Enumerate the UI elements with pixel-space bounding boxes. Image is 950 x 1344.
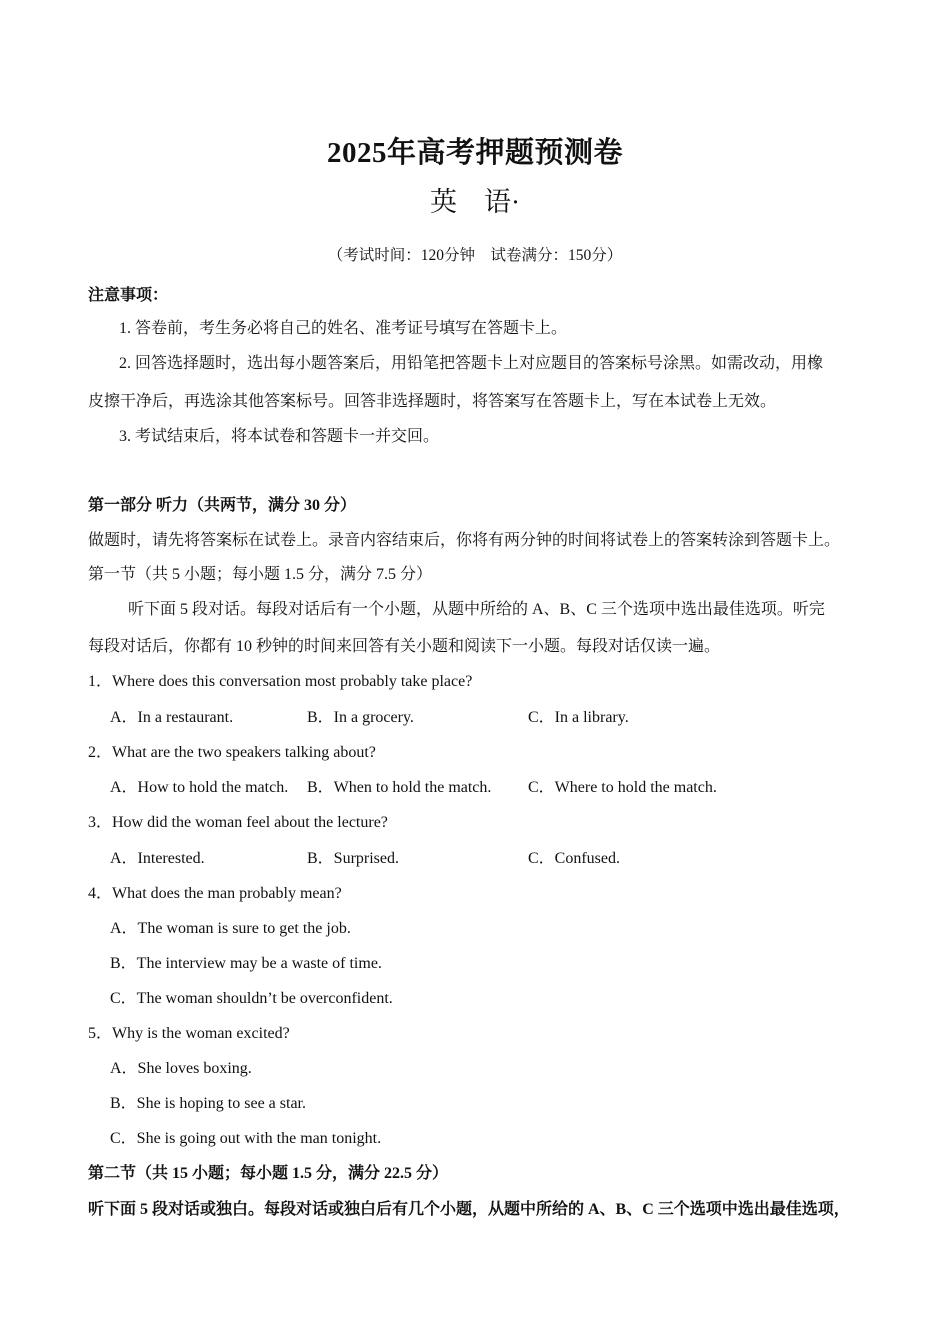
question-stem: 1．Where does this conversation most probably take place? xyxy=(88,673,473,690)
option-b: B．In a grocery. xyxy=(307,709,414,726)
option-c: C．Confused. xyxy=(528,850,621,867)
option-b: B．The interview may be a waste of time. xyxy=(110,955,382,972)
section1-instruction-line1: 听下面 5 段对话。每段对话后有一个小题，从题中所给的 A、B、C 三个选项中选出最佳选项。听完 xyxy=(128,601,825,618)
section1-heading: 第一节（共 5 小题；每小题 1.5 分，满分 7.5 分） xyxy=(88,566,433,583)
question-stem: 2．What are the two speakers talking about? xyxy=(88,744,376,761)
exam-title: 2025年高考押题预测卷 xyxy=(326,137,623,169)
question-stem: 3．How did the woman feel about the lecture? xyxy=(88,814,388,831)
option-c: C．She is going out with the man tonight. xyxy=(110,1130,382,1147)
option-a: A．In a restaurant. xyxy=(110,709,234,726)
notice-item-2-line1: 2. 回答选择题时，选出每小题答案后，用铅笔把答题卡上对应题目的答案标号涂黑。如需改动，用橡 xyxy=(119,355,824,372)
notice-item-3: 3. 考试结束后，将本试卷和答题卡一并交回。 xyxy=(119,428,440,445)
notice-item-1: 1. 答卷前，考生务必将自己的姓名、准考证号填写在答题卡上。 xyxy=(119,320,568,337)
subject-title: 英 语· xyxy=(430,187,520,217)
option-b: B．Surprised. xyxy=(307,850,400,867)
question-stem: 4．What does the man probably mean? xyxy=(88,885,342,902)
option-a: A．The woman is sure to get the job. xyxy=(110,920,351,937)
part1-heading: 第一部分 听力（共两节，满分 30 分） xyxy=(88,497,357,514)
section2-heading: 第二节（共 15 小题；每小题 1.5 分，满分 22.5 分） xyxy=(88,1165,449,1182)
section2-instruction: 听下面 5 段对话或独白。每段对话或独白后有几个小题，从题中所给的 A、B、C 三个选项中选出最佳选项， xyxy=(88,1201,850,1218)
option-a: A．How to hold the match. xyxy=(110,779,289,796)
notice-item-2-line2: 皮擦干净后，再选涂其他答案标号。回答非选择题时，将答案写在答题卡上，写在本试卷上无效。 xyxy=(88,393,777,410)
option-b: B．She is hoping to see a star. xyxy=(110,1095,306,1112)
option-c: C．In a library. xyxy=(528,709,629,726)
exam-info: （考试时间：120分钟 试卷满分：150分） xyxy=(327,247,623,264)
option-b: B．When to hold the match. xyxy=(307,779,492,796)
notice-heading: 注意事项： xyxy=(88,287,169,304)
part1-instruction: 做题时，请先将答案标在试卷上。录音内容结束后，你将有两分钟的时间将试卷上的答案转涂到答题卡上。 xyxy=(88,532,841,549)
section1-instruction-line2: 每段对话后，你都有 10 秒钟的时间来回答有关小题和阅读下一小题。每段对话仅读一遍。 xyxy=(88,638,721,655)
option-a: A．She loves boxing. xyxy=(110,1060,252,1077)
option-c: C．The woman shouldn’t be overconfident. xyxy=(110,990,393,1007)
option-c: C．Where to hold the match. xyxy=(528,779,717,796)
option-a: A．Interested. xyxy=(110,850,205,867)
question-stem: 5．Why is the woman excited? xyxy=(88,1025,290,1042)
